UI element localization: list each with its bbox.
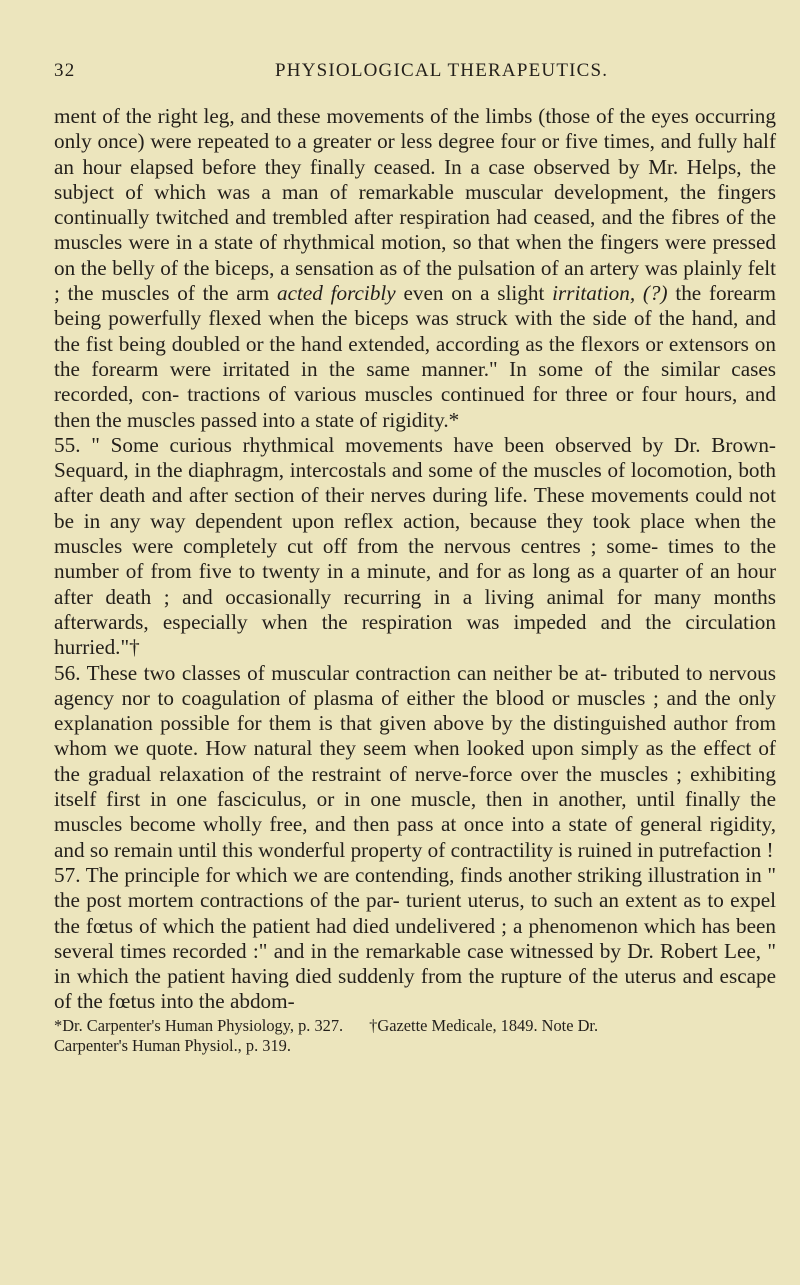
paragraph-continued	[54, 104, 776, 433]
paragraph-57: 57. The principle for which we are contending, finds another striking illustration in " the post mortem contractions of the par- turient uterus, to such an extent as to expel the fœtus of which the patient had died undelivered ; a phenomenon which has been several times recorded :" and in the remarkable case witnessed by Dr. Robert Lee, " in which the patient having died suddenly from the rupture of the uterus and escape of the fœtus into the abdom-	[54, 862, 776, 1014]
body-text	[54, 104, 776, 1015]
paragraph-text: even on a slight	[395, 281, 553, 306]
paragraph-text: ment of the right leg, and these movements of the limbs (those of the eyes occurring only once) were repeated to a greater or less degree four or five times, and fully half an hour elapsed before they finally ceased. In a case observed by Mr. Helps, the subject of which was a man of remarkable muscular development, the fingers continually twitched and trembled after respiration had ceased, and the fibres of the muscles were in a state of rhythmical motion, so that when the fingers were pressed on the belly of the biceps, a sensation as of the pulsation of an artery was plainly felt ; the muscles of the arm	[54, 104, 776, 306]
footnote-carpenter: *Dr. Carpenter's Human Physiology, p. 327.	[54, 1015, 344, 1035]
paragraph-text: the forearm being powerfully flexed when the biceps was struck with the side of the hand, and the fist being doubled or the hand extended, according as the flexors or extensors on the forearm were irritated in the same manner." In some of the similar cases recorded, con- tractions of various muscles continued for three or four hours, and then the muscles passed into a state of rigidity.*	[54, 281, 776, 432]
page-number: 32	[54, 60, 76, 81]
footnote-gazette: †Gazette Medicale, 1849. Note Dr.	[369, 1015, 599, 1035]
paragraph-56: 56. These two classes of muscular contraction can neither be at- tributed to nervous agency nor to coagulation of plasma of either the blood or muscles ; and the only explanation possible for them is that given above by the distinguished author from whom we quote. How natural they seem when looked upon simply as the effect of the gradual relaxation of the restraint of nerve-force over the muscles ; exhibiting itself first in one fasciculus, or in one muscle, then in another, until finally the muscles become wholly free, and then pass at once into a state of general rigidity, and so remain until this wonderful property of contractility is ruined in putrefaction !	[54, 660, 776, 862]
footnotes	[54, 1016, 776, 1056]
paragraph-55: 55. " Some curious rhythmical movements have been observed by Dr. Brown-Sequard, in the diaphragm, intercostals and some of the muscles of locomotion, both after death and after section of their nerves during life. These movements could not be in any way dependent upon reflex action, because they took place when the muscles were completely cut off from the nervous centres ; some- times to the number of from five to twenty in a minute, and for as long as a quarter of an hour after death ; and occasionally recurring in a living animal for many months afterwards, especially when the respiration was impeded and the circulation hurried."†	[54, 432, 776, 660]
italic-phrase: irritation, (?)	[552, 281, 668, 306]
running-title: PHYSIOLOGICAL THERAPEUTICS.	[275, 60, 609, 81]
footnote-gazette-continued: Carpenter's Human Physiol., p. 319.	[54, 1035, 291, 1055]
footnote-line	[54, 1016, 776, 1036]
running-head	[54, 60, 776, 90]
italic-phrase: acted forcibly	[276, 281, 396, 306]
